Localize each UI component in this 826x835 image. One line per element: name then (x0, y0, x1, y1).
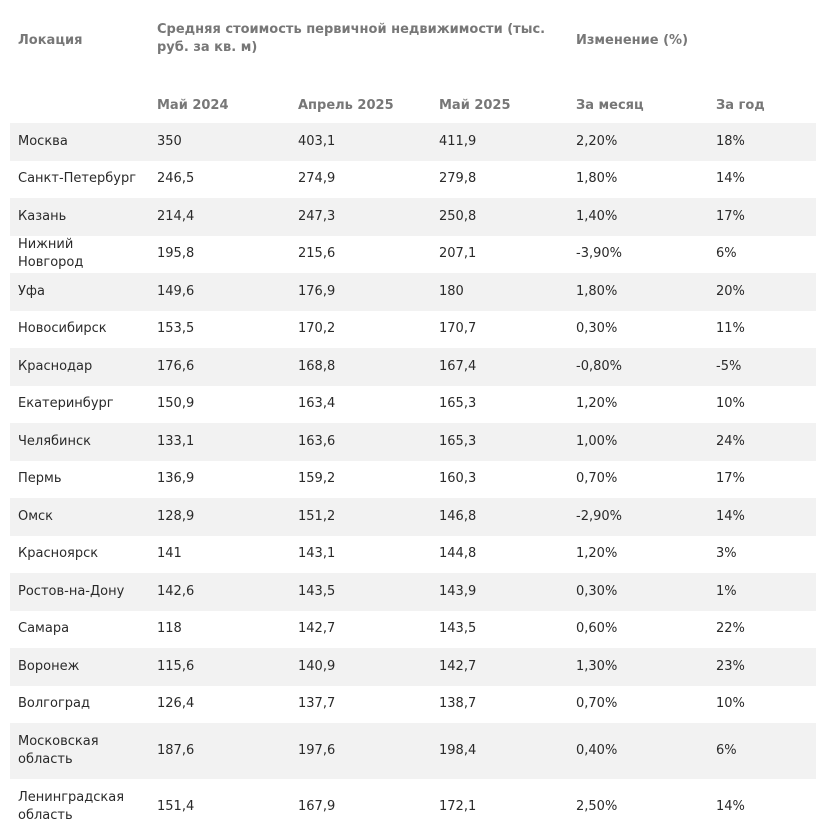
header-per-year: За год (716, 97, 765, 113)
cell-may-2024: 195,8 (149, 236, 290, 274)
header-per-month: За месяц (576, 97, 644, 113)
cell-apr-2025: 151,2 (290, 498, 431, 536)
cell-may-2024: 118 (149, 611, 290, 649)
cell-apr-2025: 168,8 (290, 348, 431, 386)
cell-change-month: 1,80% (568, 273, 708, 311)
cell-may-2024: 246,5 (149, 161, 290, 199)
cell-location: Новосибирск (10, 311, 149, 349)
cell-may-2024: 150,9 (149, 386, 290, 424)
cell-location: Ленинградская область (10, 779, 149, 835)
cell-may-2025: 167,4 (431, 348, 568, 386)
cell-may-2025: 144,8 (431, 536, 568, 574)
table-row (10, 536, 816, 574)
cell-location: Уфа (10, 273, 149, 311)
cell-location: Краснодар (10, 348, 149, 386)
cell-may-2025: 172,1 (431, 779, 568, 835)
cell-change-year: 18% (708, 123, 816, 161)
cell-change-year: 14% (708, 161, 816, 199)
cell-change-year: 23% (708, 648, 816, 686)
cell-change-month: -3,90% (568, 236, 708, 274)
cell-may-2025: 146,8 (431, 498, 568, 536)
cell-change-month: 1,20% (568, 386, 708, 424)
cell-change-month: -0,80% (568, 348, 708, 386)
header-location: Локация (18, 33, 83, 48)
cell-change-month: 2,20% (568, 123, 708, 161)
cell-change-year: 10% (708, 686, 816, 724)
cell-may-2024: 128,9 (149, 498, 290, 536)
cell-may-2024: 187,6 (149, 723, 290, 779)
table-header (10, 14, 816, 123)
table-row (10, 573, 816, 611)
cell-location: Московская область (10, 723, 149, 779)
table-row (10, 423, 816, 461)
cell-may-2025: 207,1 (431, 236, 568, 274)
cell-may-2024: 149,6 (149, 273, 290, 311)
cell-apr-2025: 143,1 (290, 536, 431, 574)
cell-may-2025: 165,3 (431, 423, 568, 461)
cell-location: Пермь (10, 461, 149, 499)
cell-apr-2025: 159,2 (290, 461, 431, 499)
table-row (10, 348, 816, 386)
cell-may-2024: 176,6 (149, 348, 290, 386)
cell-change-year: 17% (708, 198, 816, 236)
header-row-groups (10, 14, 816, 88)
header-empty (10, 88, 149, 123)
cell-apr-2025: 137,7 (290, 686, 431, 724)
cell-may-2025: 165,3 (431, 386, 568, 424)
cell-change-year: -5% (708, 348, 816, 386)
cell-location: Екатеринбург (10, 386, 149, 424)
cell-may-2024: 133,1 (149, 423, 290, 461)
cell-apr-2025: 274,9 (290, 161, 431, 199)
cell-may-2025: 411,9 (431, 123, 568, 161)
table-row (10, 723, 816, 779)
cell-may-2024: 214,4 (149, 198, 290, 236)
cell-apr-2025: 247,3 (290, 198, 431, 236)
cell-apr-2025: 140,9 (290, 648, 431, 686)
cell-may-2024: 350 (149, 123, 290, 161)
cell-change-year: 17% (708, 461, 816, 499)
cell-change-month: 0,70% (568, 686, 708, 724)
cell-may-2025: 138,7 (431, 686, 568, 724)
cell-change-month: 1,40% (568, 198, 708, 236)
cell-change-month: 0,40% (568, 723, 708, 779)
cell-may-2025: 143,9 (431, 573, 568, 611)
table-row (10, 611, 816, 649)
cell-change-year: 6% (708, 236, 816, 274)
cell-change-month: 2,50% (568, 779, 708, 835)
cell-change-month: 0,70% (568, 461, 708, 499)
header-apr-2025: Апрель 2025 (298, 97, 394, 113)
cell-apr-2025: 176,9 (290, 273, 431, 311)
table-row (10, 236, 816, 274)
price-table-container (10, 14, 816, 835)
cell-location: Красноярск (10, 536, 149, 574)
cell-may-2024: 153,5 (149, 311, 290, 349)
cell-may-2024: 151,4 (149, 779, 290, 835)
cell-may-2025: 250,8 (431, 198, 568, 236)
cell-may-2024: 142,6 (149, 573, 290, 611)
table-row (10, 648, 816, 686)
cell-change-month: 0,30% (568, 573, 708, 611)
cell-change-month: 0,30% (568, 311, 708, 349)
cell-may-2025: 143,5 (431, 611, 568, 649)
cell-apr-2025: 163,4 (290, 386, 431, 424)
cell-change-year: 20% (708, 273, 816, 311)
cell-change-year: 24% (708, 423, 816, 461)
cell-change-year: 10% (708, 386, 816, 424)
cell-may-2025: 279,8 (431, 161, 568, 199)
cell-change-year: 14% (708, 498, 816, 536)
table-row (10, 461, 816, 499)
cell-apr-2025: 163,6 (290, 423, 431, 461)
table-row (10, 198, 816, 236)
cell-location: Нижний Новгород (10, 236, 149, 274)
cell-may-2025: 160,3 (431, 461, 568, 499)
header-row-columns (10, 88, 816, 123)
header-may-2025: Май 2025 (439, 97, 511, 113)
cell-may-2024: 126,4 (149, 686, 290, 724)
cell-change-year: 11% (708, 311, 816, 349)
cell-change-month: 1,30% (568, 648, 708, 686)
cell-may-2025: 170,7 (431, 311, 568, 349)
header-avg-cost: Средняя стоимость первичной недвижимости (тыс. руб. за кв. м) (157, 22, 546, 55)
cell-apr-2025: 170,2 (290, 311, 431, 349)
header-may-2024: Май 2024 (157, 97, 229, 113)
cell-change-year: 3% (708, 536, 816, 574)
cell-change-month: 0,60% (568, 611, 708, 649)
table-row (10, 386, 816, 424)
cell-location: Омск (10, 498, 149, 536)
cell-apr-2025: 143,5 (290, 573, 431, 611)
cell-apr-2025: 403,1 (290, 123, 431, 161)
cell-change-year: 14% (708, 779, 816, 835)
cell-location: Ростов-на-Дону (10, 573, 149, 611)
cell-may-2024: 115,6 (149, 648, 290, 686)
cell-may-2025: 198,4 (431, 723, 568, 779)
cell-location: Челябинск (10, 423, 149, 461)
cell-change-month: -2,90% (568, 498, 708, 536)
table-row (10, 161, 816, 199)
cell-may-2024: 136,9 (149, 461, 290, 499)
cell-change-year: 1% (708, 573, 816, 611)
cell-may-2025: 142,7 (431, 648, 568, 686)
cell-change-month: 1,80% (568, 161, 708, 199)
cell-apr-2025: 142,7 (290, 611, 431, 649)
cell-change-month: 1,00% (568, 423, 708, 461)
cell-location: Самара (10, 611, 149, 649)
cell-location: Москва (10, 123, 149, 161)
cell-may-2025: 180 (431, 273, 568, 311)
cell-change-month: 1,20% (568, 536, 708, 574)
table-row (10, 311, 816, 349)
table-row (10, 686, 816, 724)
price-table (10, 14, 816, 835)
table-row (10, 779, 816, 835)
cell-change-year: 22% (708, 611, 816, 649)
cell-apr-2025: 197,6 (290, 723, 431, 779)
table-row (10, 273, 816, 311)
header-change: Изменение (%) (576, 33, 689, 48)
table-row (10, 123, 816, 161)
cell-location: Воронеж (10, 648, 149, 686)
cell-may-2024: 141 (149, 536, 290, 574)
cell-apr-2025: 215,6 (290, 236, 431, 274)
cell-location: Санкт-Петербург (10, 161, 149, 199)
cell-location: Волгоград (10, 686, 149, 724)
cell-location: Казань (10, 198, 149, 236)
table-body (10, 123, 816, 835)
cell-change-year: 6% (708, 723, 816, 779)
cell-apr-2025: 167,9 (290, 779, 431, 835)
table-row (10, 498, 816, 536)
